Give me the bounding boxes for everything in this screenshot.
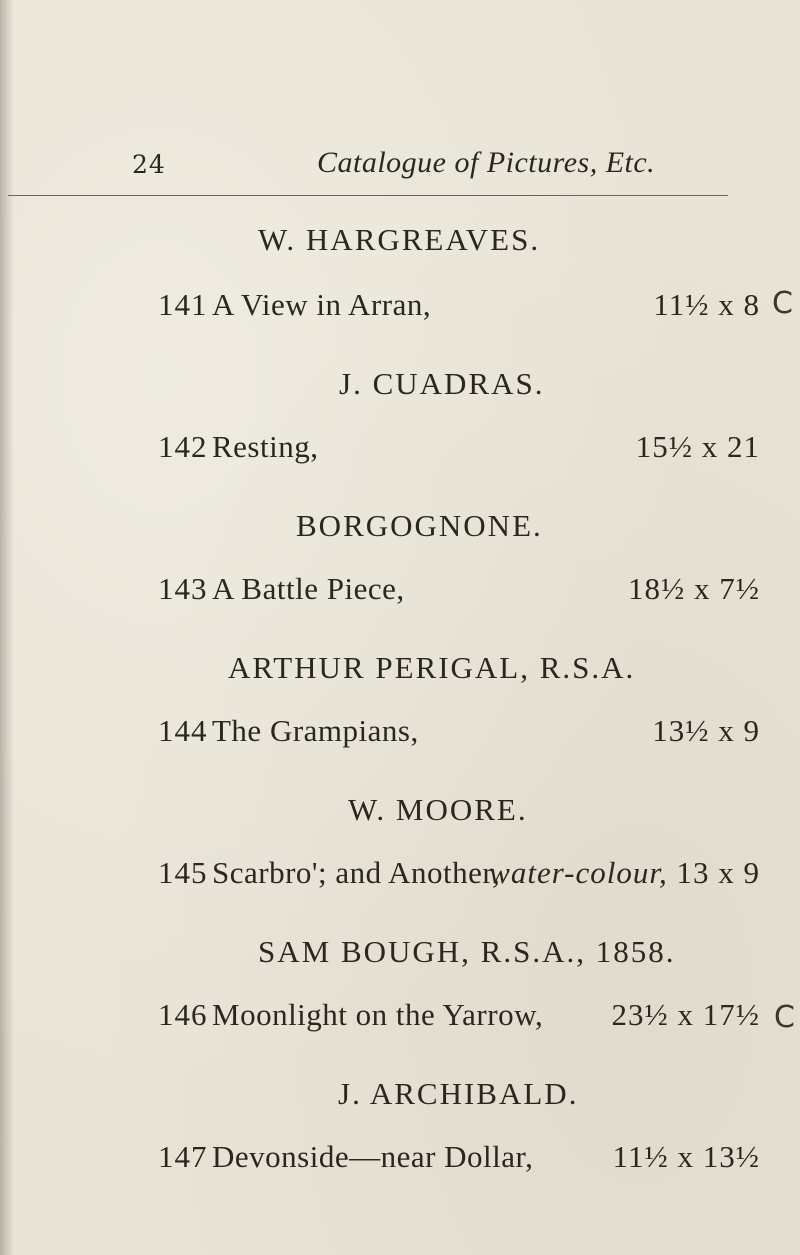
- catalogue-entry: [160, 855, 760, 895]
- artist-name: BORGOGNONE.: [296, 508, 543, 543]
- page-number: 24: [132, 150, 166, 179]
- entry-title: Moonlight on the Yarrow,: [212, 997, 544, 1032]
- header-title: Catalogue of Pictures, Etc.: [317, 146, 656, 179]
- entry-number: 144: [158, 713, 208, 748]
- artist-name: W. HARGREAVES.: [258, 222, 541, 257]
- artist-name: SAM BOUGH, R.S.A., 1858.: [258, 934, 676, 969]
- entry-title: Resting,: [212, 429, 319, 464]
- entry-title: A Battle Piece,: [212, 571, 405, 606]
- entry-number: 142: [158, 429, 208, 464]
- entry-title: Devonside—near Dollar,: [212, 1139, 534, 1174]
- entry-number: 145: [158, 855, 208, 890]
- entry-size: 15½ x 21: [635, 429, 760, 464]
- entry-number: 141: [158, 287, 208, 322]
- catalogue-entry: [160, 571, 760, 611]
- entry-medium: water-colour,: [489, 855, 668, 890]
- entry-number: 143: [158, 571, 208, 606]
- entry-title: The Grampians,: [212, 713, 419, 748]
- entry-medium-size: [489, 855, 760, 891]
- entry-size: 11½ x 8: [653, 287, 760, 322]
- entry-number: 147: [158, 1139, 208, 1174]
- margin-mark: C: [772, 286, 793, 321]
- page-edge-shadow: [0, 0, 14, 1255]
- artist-name: J. CUADRAS.: [339, 366, 545, 401]
- catalogue-entry: [160, 1139, 760, 1179]
- entry-title: Scarbro'; and Another,: [212, 855, 501, 890]
- margin-mark: C: [774, 1000, 795, 1035]
- entry-size: 23½ x 17½: [611, 997, 760, 1032]
- artist-name: J. ARCHIBALD.: [338, 1076, 579, 1111]
- catalogue-entry: [160, 713, 760, 753]
- entry-size: 13½ x 9: [652, 713, 760, 748]
- running-head: [132, 146, 745, 190]
- entry-size: 13 x 9: [676, 855, 760, 890]
- artist-name: ARTHUR PERIGAL, R.S.A.: [228, 650, 636, 685]
- catalogue-entry: [160, 287, 760, 327]
- entry-size: 18½ x 7½: [628, 571, 760, 606]
- catalogue-entry: [160, 997, 760, 1037]
- header-rule: [8, 195, 728, 196]
- artist-name: W. MOORE.: [348, 792, 528, 827]
- entry-title: A View in Arran,: [212, 287, 432, 322]
- entry-size: 11½ x 13½: [612, 1139, 760, 1174]
- entry-number: 146: [158, 997, 208, 1032]
- catalogue-entry: [160, 429, 760, 469]
